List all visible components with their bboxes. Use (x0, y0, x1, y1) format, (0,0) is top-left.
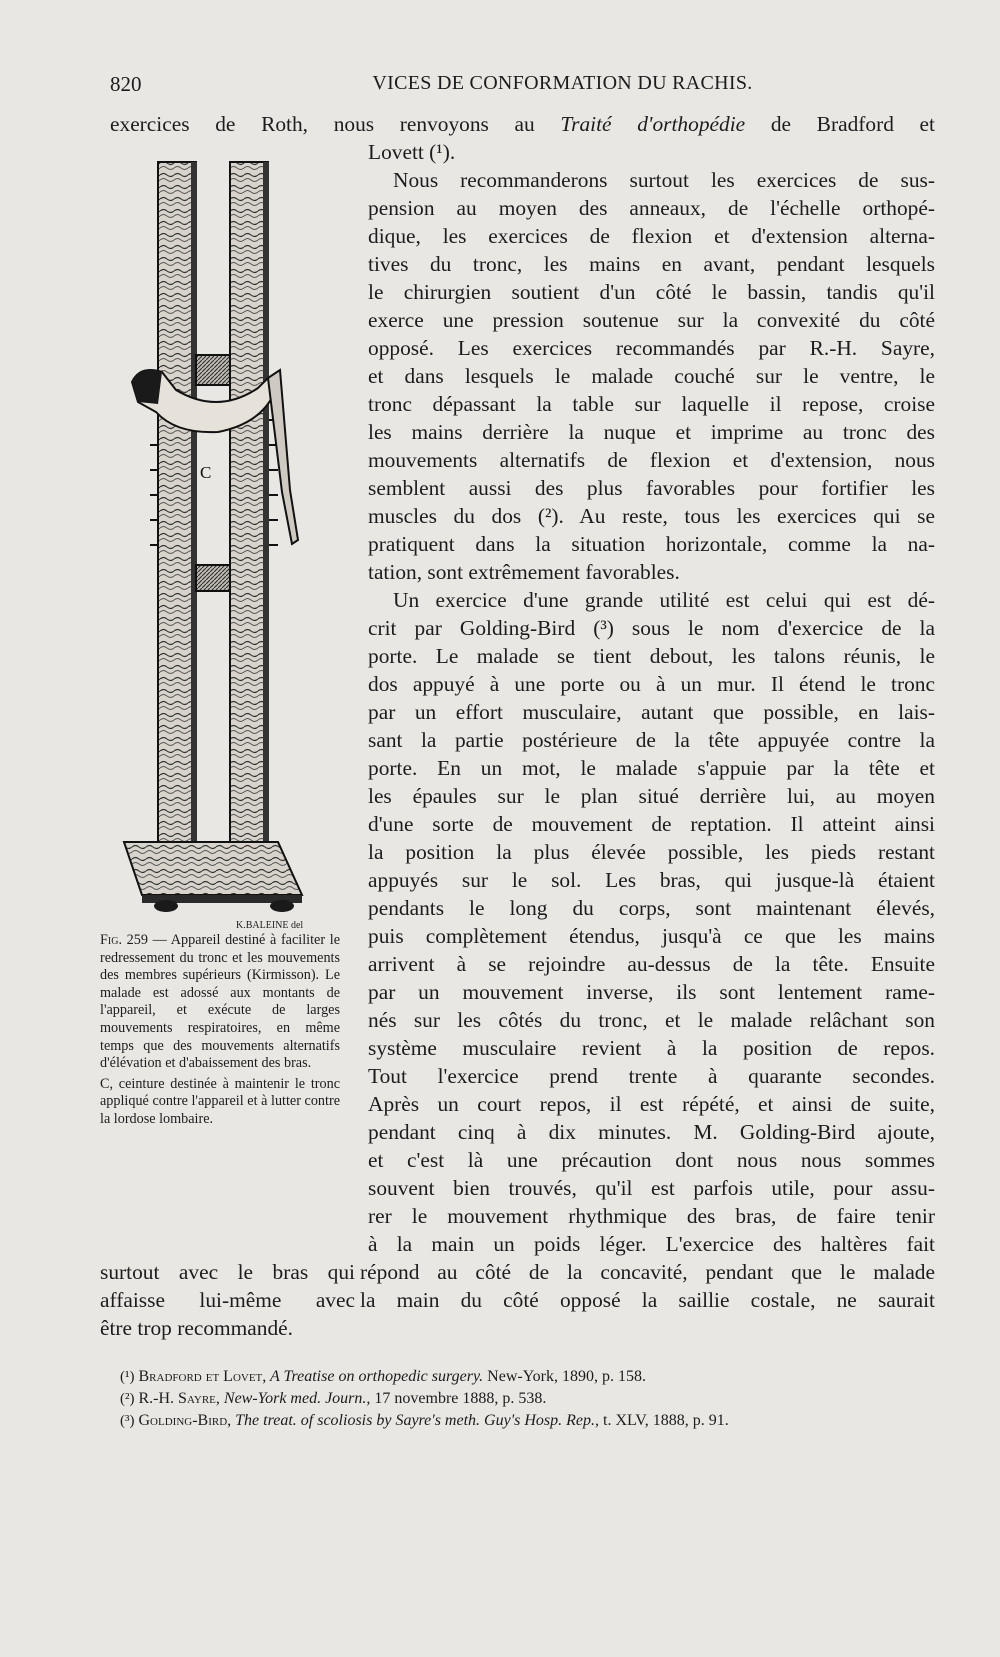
text-line: Après un court repos, il est répété, et ainsi de suite, (368, 1092, 935, 1116)
text-line: tronc dépassant la table sur laquelle il repose, croise (368, 392, 935, 416)
text-line: et dans lesquels le malade couché sur le ventre, le (368, 364, 935, 388)
text-line: tation, sont extrêmement favorables. (368, 560, 680, 584)
text-line: opposé. Les exercices recommandés par R.-H. Sayre, (368, 336, 935, 360)
caption-label: Fig. 259 (100, 932, 148, 948)
text-line: pension au moyen des anneaux, de l'échelle orthopé- (368, 196, 935, 220)
text-line: à la main un poids léger. L'exercice des haltères fait (368, 1232, 935, 1256)
text-line: les épaules sur le plan situé derrière lui, au moyen (368, 784, 935, 808)
text-line: exerce une pression soutenue sur la convexité du côté (368, 308, 935, 332)
text-line: affaisse lui-même avec (100, 1288, 355, 1312)
text-line: crit par Golding-Bird (³) sous le nom d'exercice de la (368, 616, 935, 640)
text-line: muscles du dos (²). Au reste, tous les exercices qui se (368, 504, 935, 528)
text-line: système musculaire revient à la position de repos. (368, 1036, 935, 1060)
running-title: VICES DE CONFORMATION DU RACHIS. (372, 72, 753, 94)
text-line: sant la partie postérieure de la tête appuyée contre la (368, 728, 935, 752)
text-line: d'une sorte de mouvement de reptation. Il atteint ainsi (368, 812, 935, 836)
running-head (110, 72, 935, 100)
figure-apparatus (118, 160, 328, 935)
text-line: arrivent à se rejoindre au-dessus de la tête. Ensuite (368, 952, 935, 976)
text-line: dos appuyé à une porte ou à un mur. Il étend le tronc (368, 672, 935, 696)
text-line: semblent aussi des plus favorables pour fortifier les (368, 476, 935, 500)
text-line: la main du côté opposé la saillie costale, ne saurait (360, 1288, 935, 1312)
figure-letter: C (200, 463, 212, 482)
engraver-signature: K.BALEINE del (236, 920, 304, 931)
text-line: par un effort musculaire, autant que possible, en lais- (368, 700, 935, 724)
caption-text: — Appareil destiné à faciliter le redressement du tronc et les mouvements des membres supérieurs (Kirmisson). Le malade est adossé aux montants de l'appareil, et exécute de larges mouvements respiratoires, en même temps que des mouvements alternatifs d'élévation et d'abaissement des bras. (100, 932, 340, 1072)
text-line: être trop recommandé. (100, 1316, 294, 1340)
text-line: les mains derrière la nuque et imprime au tronc des (368, 420, 935, 444)
caption-c-note: C, ceinture destinée à maintenir le tronc appliqué contre l'appareil et à lutter contre la lordose lombaire. (100, 1075, 340, 1127)
text-line: pratiquent dans la situation horizontale, comme la na- (368, 532, 935, 556)
footnote: (¹) Bradford et Lovet, A Treatise on orthopedic surgery. New-York, 1890, p. 158. (120, 1368, 646, 1385)
caption-main (100, 932, 340, 1073)
page-number: 820 (110, 72, 142, 96)
text-line: Un exercice d'une grande utilité est celui qui est dé- (393, 588, 935, 612)
text-line: appuyés sur le sol. Les bras, qui jusque-là étaient (368, 868, 935, 892)
text-line: par un mouvement inverse, ils sont lentement rame- (368, 980, 935, 1004)
text-line: porte. En un mot, le malade s'appuie par la tête et (368, 756, 935, 780)
footnotes (120, 1366, 935, 1432)
text-line: souvent bien trouvés, qu'il est parfois utile, pour assu- (368, 1176, 935, 1200)
text-line: répond au côté de la concavité, pendant que le malade (360, 1260, 935, 1284)
footnote: (²) R.-H. Sayre, New-York med. Journ., 17 novembre 1888, p. 538. (120, 1390, 547, 1407)
footnote: (³) Golding-Bird, The treat. of scoliosis by Sayre's meth. Guy's Hosp. Rep., t. XLV, 1888, p. 91. (120, 1412, 729, 1429)
text-line: tives du tronc, les mains en avant, pendant lesquels (368, 252, 935, 276)
text-line: et c'est là une précaution dont nous nous sommes (368, 1148, 935, 1172)
text-line: dique, les exercices de flexion et d'extension alterna- (368, 224, 935, 248)
text-line: la position la plus élevée possible, les pieds restant (368, 840, 935, 864)
text-line: le chirurgien soutient d'un côté le bassin, tandis qu'il (368, 280, 935, 304)
apparatus-illustration (118, 160, 328, 935)
text-line: rer le mouvement rhythmique des bras, de faire tenir (368, 1204, 935, 1228)
text-line: pendant cinq à dix minutes. M. Golding-Bird ajoute, (368, 1120, 935, 1144)
text-line: exercices de Roth, nous renvoyons au Traité d'orthopédie de Bradford et (110, 112, 935, 136)
text-line: Nous recommanderons surtout les exercices de sus- (393, 168, 935, 192)
text-line: puis complètement étendus, jusqu'à ce que les mains (368, 924, 935, 948)
figure-caption (100, 932, 340, 1129)
text-line: mouvements alternatifs de flexion et d'extension, nous (368, 448, 935, 472)
text-line: pendants le long du corps, sont maintenant élevés, (368, 896, 935, 920)
text-line: Tout l'exercice prend trente à quarante secondes. (368, 1064, 935, 1088)
text-line: surtout avec le bras qui (100, 1260, 355, 1284)
text-line: nés sur les côtés du tronc, et le malade relâchant son (368, 1008, 935, 1032)
text-line: porte. Le malade se tient debout, les talons réunis, le (368, 644, 935, 668)
text-line: Lovett (¹). (368, 140, 456, 164)
